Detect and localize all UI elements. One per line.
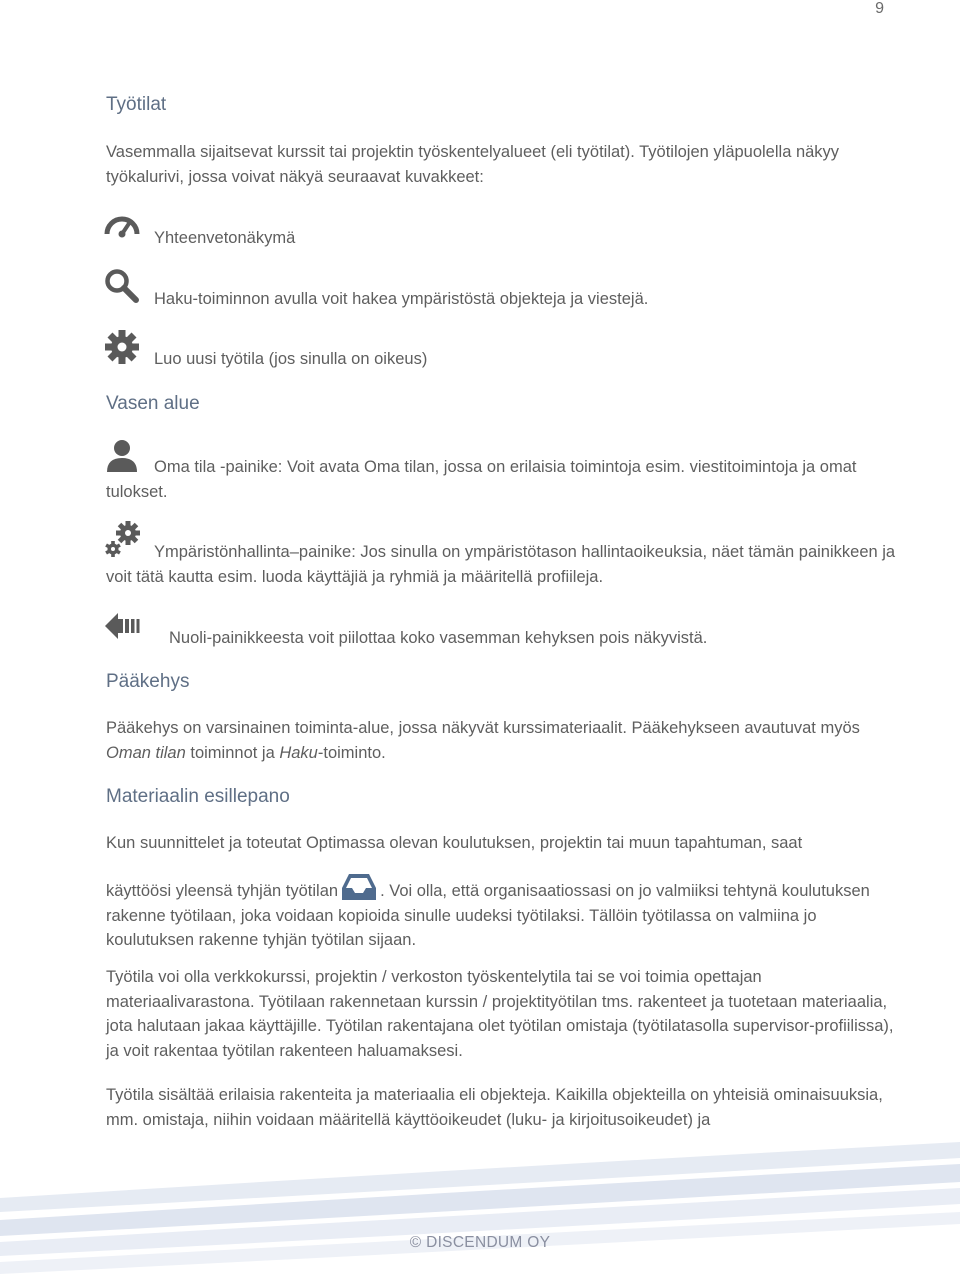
heading-materiaalin-esillepano: Materiaalin esillepano <box>106 786 290 807</box>
gauge-icon <box>104 212 140 238</box>
gear-icon <box>104 329 140 365</box>
page-number: 9 <box>875 0 884 17</box>
materiaali-paragraph-1: käyttöösi yleensä tyhjän työtilan . Voi olla, että organisaatiossasi on jo valmiiksi tehtynä koulutuksen rakenne työtilaan, joka voidaan kopioida sinulle uudeksi työtilaksi. Tällöin työtilassa on valmiina jo koulutuksen rakenne tyhjän työtilan sijaan. <box>106 872 896 953</box>
arrow-left-icon <box>104 610 142 642</box>
icon-label-search: Haku-toiminnon avulla voit hakea ympäristöstä objekteja ja viestejä. <box>154 290 649 308</box>
heading-tyotilat: Työtilat <box>106 94 167 115</box>
oma-tila-description: Oma tila -painike: Voit avata Oma tilan, jossa on erilaisia toimintoja esim. viestitoimintoja ja omat tulokset. <box>106 458 857 501</box>
search-icon <box>104 268 140 304</box>
icon-label-new-workspace: Luo uusi työtila (jos sinulla on oikeus) <box>154 350 428 368</box>
intro-paragraph: Vasemmalla sijaitsevat kurssit tai projektin työskentelyalueet (eli työtilat). Työtilojen yläpuolella näkyy työkalurivi, jossa voivat näkyä seuraavat kuvakkeet: <box>106 143 840 186</box>
paakehys-paragraph: Pääkehys on varsinainen toiminta-alue, jossa näkyvät kurssimateriaalit. Pääkehykseen avautuvat myös Oman tilan toiminnot ja Haku-toiminto. <box>106 719 860 762</box>
materiaali-paragraph-2: Työtila voi olla verkkokurssi, projektin / verkoston työskentelytila tai se voi toimia opettajan materiaalivarastona. Työtilaan rakennetaan kurssin / projektityötilan tms. rakenteet ja tuotetaan materiaalia, jota halutaan jakaa käyttäjille. Työtilan rakentajana olet työtilan omistaja (työtilatasolla supervisor-profiilissa), ja voit rakentaa työtilan rakenteen haluamaksesi. <box>106 968 894 1060</box>
heading-vasen-alue: Vasen alue <box>106 393 200 414</box>
materiaali-paragraph-3: Työtila sisältää erilaisia rakenteita ja materiaalia eli objekteja. Kaikilla objekteilla on yhteisiä ominaisuuksia, mm. omistaja, niihin voidaan määritellä käyttöoikeudet (luku- ja kirjoitusoikeudet) ja <box>106 1086 883 1129</box>
heading-paakehys: Pääkehys <box>106 671 190 692</box>
materiaali-paragraph-1-line-1: Kun suunnittelet ja toteutat Optimassa olevan koulutuksen, projektin tai muun tapahtuman, saat <box>106 834 803 852</box>
footer-copyright: © DISCENDUM OY <box>409 1234 551 1251</box>
ymparistonhallinta-description: Ympäristönhallinta–painike: Jos sinulla on ympäristötason hallintaoikeuksia, näet tämän painikkeen ja voit tätä kautta esim. luoda käyttäjiä ja ryhmiä ja määritellä profiileja. <box>106 543 896 586</box>
icon-label-summary: Yhteenvetonäkymä <box>154 229 296 247</box>
footer-wave-decoration <box>0 1138 960 1274</box>
inbox-icon <box>340 872 378 902</box>
icon-label-arrow: Nuoli-painikkeesta voit piilottaa koko vasemman kehyksen pois näkyvistä. <box>169 629 708 647</box>
